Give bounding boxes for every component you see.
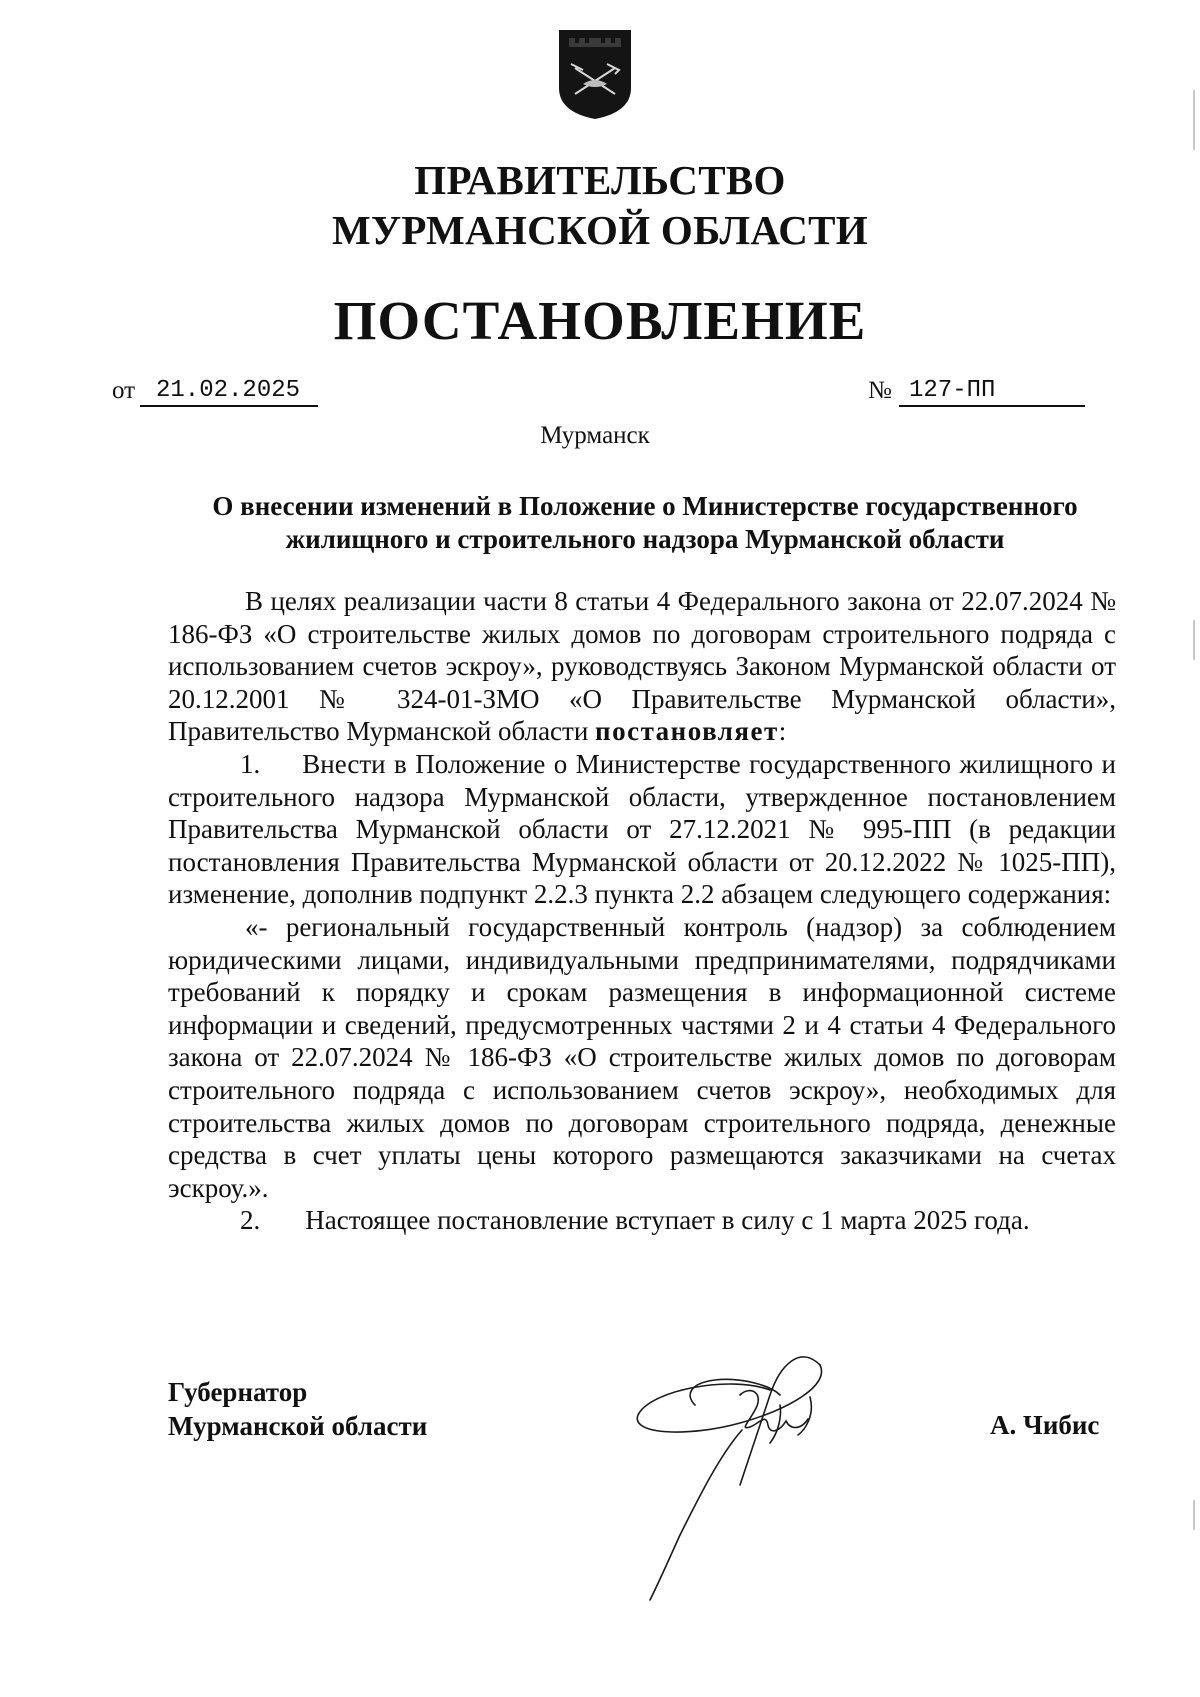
decree-word: постановляет [595,716,779,747]
signatory-title-line1: Губернатор [168,1377,308,1407]
item-1-number: 1. [240,748,261,779]
item-2-number: 2. [240,1205,261,1236]
document-type-title: ПОСТАНОВЛЕНИЕ [333,290,867,351]
item-1-text: Внести в Положение о Министерстве государственного жилищного и строительного надзора Мурманской области, утвержденное постановлением Правительства Мурманской области от 27.12.2021 № 995-ПП (в редакции постановления Правительства Мурманской области от 20.12.2022 № 1025-ПП), изменение, дополнив подпункт 2.2.3 пункта 2.2 абзацем следующего содержания: [168,748,1116,910]
authority-name-line1: ПРАВИТЕЛЬСТВО [414,157,786,203]
document-body [168,585,1116,1237]
quoted-amendment: «- региональный государственный контроль (надзор) за соблюдением юридическими лицами, индивидуальными предпринимателями, подрядчиками требований к порядку и срокам размещения в информационной системе информации и сведений, предусмотренных частями 2 и 4 статьи 4 Федерального закона от 22.07.2024 № 186-ФЗ «О строительстве жилых домов по договорам строительного подряда с использованием счетов эскроу», необходимых для строительства жилых домов по договорам строительного подряда, денежные средства в счет уплаты цены которого размещаются заказчиками на счетах эскроу.». [168,911,1116,1203]
decree-colon: : [778,716,787,747]
subject-line1: О внесении изменений в Положение о Министерстве государственного [212,491,1078,521]
document-number: 127-ПП [899,376,1085,407]
scan-edge-line [1193,1500,1195,1530]
signatory-title-line2: Мурманской области [168,1411,428,1441]
item-2-text: Настоящее постановление вступает в силу с 1 марта 2025 года. [305,1205,1030,1236]
coat-of-arms-emblem [555,28,635,121]
item-1-paragraph [168,748,1116,911]
signatory-title [168,1375,427,1443]
preamble-paragraph [168,585,1116,748]
signatory-name: А. Чибис [990,1410,1100,1440]
subject-line2: жилищного и строительного надзора Мурманской области [285,524,1005,554]
date-label: от [112,377,136,404]
number-label: № [868,377,892,404]
scan-edge-line [1193,90,1195,150]
scan-edge-line [1193,620,1195,660]
authority-name-line2: МУРМАНСКОЙ ОБЛАСТИ [332,207,868,253]
city-name: Мурманск [540,422,650,449]
preamble-text: В целях реализации части 8 статьи 4 Федерального закона от 22.07.2024 № 186-ФЗ «О строительстве жилых домов по договорам строительного подряда с использованием счетов эскроу», руководствуясь Законом Мурманской области от 20.12.2001 № 324-01-ЗМО «О Правительстве Мурманской области», Правительство Мурманской области [168,586,1116,747]
document-date: 21.02.2025 [140,376,318,407]
document-subject [170,490,1120,556]
item-2-paragraph [168,1204,1116,1237]
handwritten-signature [630,1335,870,1610]
